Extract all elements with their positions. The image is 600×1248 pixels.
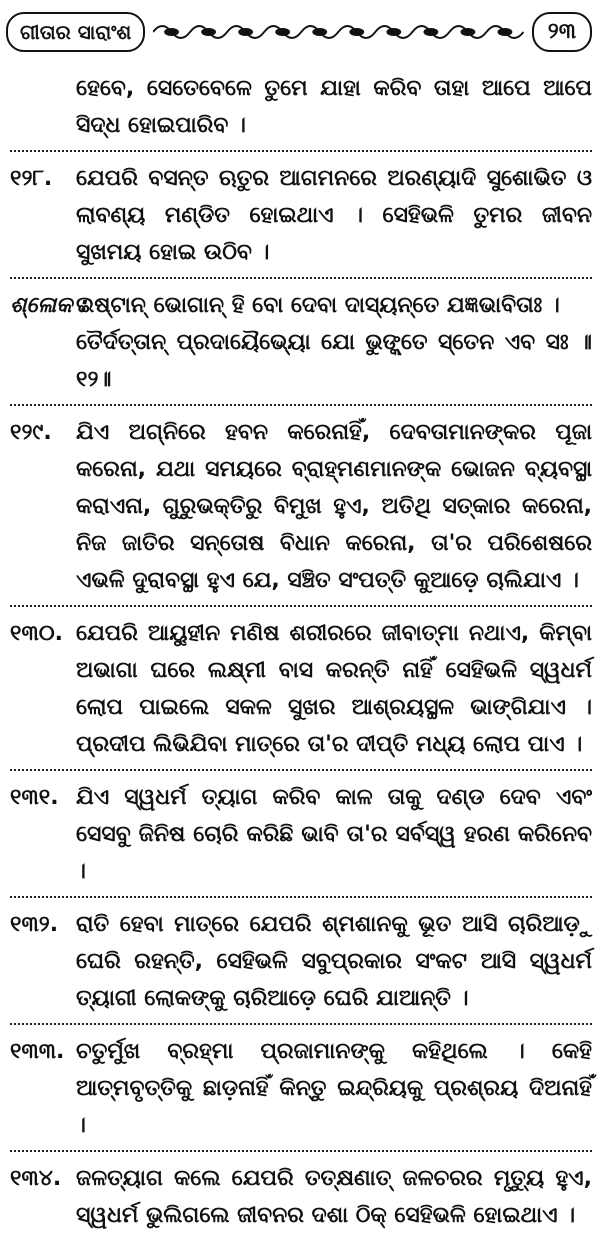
page-number: ୨୩: [532, 12, 592, 52]
paragraph-number: ୧୩୩.: [10, 1039, 65, 1064]
sloka-label: ଶ୍ଳୋକ :: [10, 293, 89, 318]
paragraph-132: [10, 906, 592, 1025]
paragraph-number: ୧୨୯.: [10, 420, 52, 445]
decorative-border: [153, 16, 523, 48]
sloka-line-1: ଇଷ୍ଟାନ୍ ଭୋଗାନ୍ ହି ବୋ ଦେବା ଦାସ୍ୟନ୍ତେ ଯଜ୍ଞଭାବିତାଃ ।: [76, 293, 560, 318]
paragraph-133: [10, 1033, 592, 1152]
sloka-text: [76, 287, 592, 398]
paragraph-129: [10, 414, 592, 607]
page-content: [10, 70, 592, 1248]
paragraph-130: [10, 615, 592, 771]
paragraph-text: ଯେପରି ଆୟୁହୀନ ମଣିଷ ଶରୀରରେ ଜୀବାତ୍ମା ନଥାଏ, କିମ୍ବା ଅଭାଗା ଘରେ ଲକ୍ଷ୍ମୀ ବାସ କରନ୍ତି ନାହିଁ ସେହିଭଳି ସ୍ୱଧର୍ମ ଲୋପ ପାଇଲେ ସକଳ ସୁଖର ଆଶ୍ରୟସ୍ଥଳ ଭାଙ୍ଗିଯାଏ । ପ୍ରଦୀପ ଲିଭିଯିବା ମାତ୍ରେ ତା'ର ଦୀପ୍ତି ମଧ୍ୟ ଲୋପ ପାଏ ।: [76, 621, 592, 757]
paragraph-text: ଯେପରି ବସନ୍ତ ଋତୁର ଆଗମନରେ ଅରଣ୍ୟାଦି ସୁଶୋଭିତ ଓ ଲାବଣ୍ୟ ମଣ୍ଡିତ ହୋଇଥାଏ । ସେହିଭଳି ତୁମର ଜୀବନ ସୁଖମୟ ହୋଇ ଉଠିବ ।: [76, 166, 592, 265]
paragraph-134: [10, 1160, 592, 1240]
paragraph-number: ୧୩୪.: [10, 1166, 62, 1191]
sloka-line-2: ତୈର୍ଦତ୍ତାନ୍ ପ୍ରଦାୟୈଭ୍ୟୋ ଯୋ ଭୁଙ୍କ୍ତେ ସ୍ତେନ ଏବ ସଃ ॥୧୨॥: [76, 330, 592, 392]
paragraph-text: ଜଳତ୍ୟାଗ କଲେ ଯେପରି ତତ୍କ୍ଷଣାତ୍ ଜଳଚରର ମୃତ୍ୟୁ ହୁଏ, ସ୍ୱଧର୍ମ ଭୁଲିଗଲେ ଜୀବନର ଦଶା ଠିକ୍ ସେହିଭଳି ହୋଇଥାଏ ।: [76, 1166, 592, 1228]
paragraph-text: ରାତି ହେବା ମାତ୍ରେ ଯେପରି ଶ୍ମଶାନକୁ ଭୂତ ଆସି ଚାରିଆଡ଼ୁ ଘେରି ରହନ୍ତି, ସେହିଭଳି ସବୁପ୍ରକାର ସଂକଟ ଆସି ସ୍ୱଧର୍ମ ତ୍ୟାଗୀ ଲୋକଙ୍କୁ ଚାରିଆଡ଼େ ଘେରି ଯାଆନ୍ତି ।: [76, 912, 592, 1011]
paragraph-number: ୧୩୨.: [10, 912, 59, 937]
paragraph-128: [10, 160, 592, 279]
paragraph-number: ୧୩୦.: [10, 621, 64, 646]
paragraph-continued: [10, 70, 592, 152]
paragraph-text: ହେବେ, ସେତେବେଳେ ତୁମେ ଯାହା କରିବ ତାହା ଆପେ ଆପେ ସିଦ୍ଧ ହୋଇପାରିବ ।: [76, 76, 592, 138]
paragraph-text: ଚତୁର୍ମୁଖ ବ୍ରହ୍ମା ପ୍ରଜାମାନଙ୍କୁ କହିଥିଲେ । କେହି ଆତ୍ମବୃତ୍ତିକୁ ଛାଡ଼ନାହିଁ କିନ୍ତୁ ଇନ୍ଦ୍ରିୟକୁ ପ୍ରଶ୍ରୟ ଦିଅନାହିଁ ।: [76, 1039, 592, 1138]
paragraph-text: ଯିଏ ଅଗ୍ନିରେ ହବନ କରେନାହିଁ, ଦେବତାମାନଙ୍କର ପୂଜା କରେନା, ଯଥା ସମୟରେ ବ୍ରାହ୍ମଣମାନଙ୍କ ଭୋଜନ ବ୍ୟବସ୍ଥା କରାଏନା, ଗୁରୁଭକ୍ତିରୁ ବିମୁଖ ହୁଏ, ଅତିଥି ସତ୍କାର କରେନା, ନିଜ ଜାତିର ସନ୍ତୋଷ ବିଧାନ କରେନା, ତା'ର ପରିଶେଷରେ ଏଭଳି ଦୁରାବସ୍ଥା ହୁଏ ଯେ, ସଞ୍ଚିତ ସଂପତ୍ତି କୁଆଡ଼େ ଚାଲିଯାଏ ।: [76, 420, 592, 593]
chapter-title: ଗୀତାର ସାରାଂଶ: [6, 12, 145, 52]
paragraph-number: ୧୩୧.: [10, 785, 59, 810]
paragraph-text: ଯିଏ ସ୍ୱଧର୍ମ ତ୍ୟାଗ କରିବ କାଳ ତାକୁ ଦଣ୍ଡ ଦେବ ଏବଂ ସେସବୁ ଜିନିଷ ଚୋରି କରିଛି ଭାବି ତା'ର ସର୍ବସ୍ୱ ହରଣ କରିନେବ ।: [76, 785, 592, 884]
sloka-block: [10, 287, 592, 406]
paragraph-131: [10, 779, 592, 898]
paragraph-number: ୧୨୮.: [10, 166, 53, 191]
page-header: [6, 10, 592, 54]
